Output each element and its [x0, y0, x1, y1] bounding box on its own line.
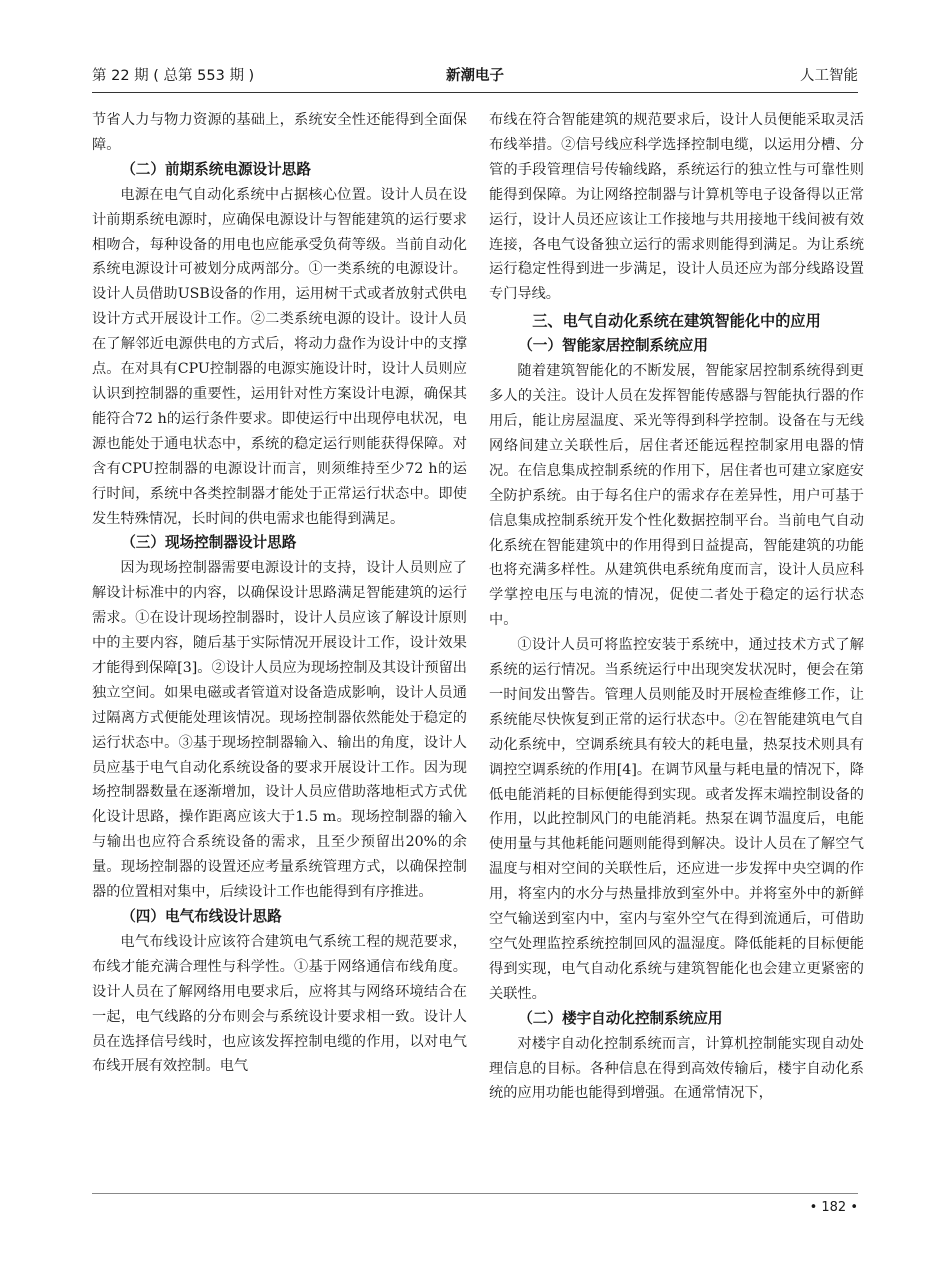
paragraph: 对楼宇自动化控制系统而言，计算机控制能实现自动处理信息的目标。各种信息在得到高效传输后，楼宇自动化系统的应用功能也能得到增强。在通常情况下，: [489, 1035, 864, 1102]
section-label: 人工智能: [800, 68, 858, 84]
subsection-heading: （四）电气布线设计思路: [121, 908, 282, 925]
page-number: • 182 •: [809, 1200, 858, 1215]
subsection-heading: （三）现场控制器设计思路: [121, 534, 297, 552]
paragraph: 节省人力与物力资源的基础上，系统安全性还能得到全面保障。: [92, 112, 467, 153]
paragraph: 电源在电气自动化系统中占据核心位置。设计人员在设计前期系统电源时，应确保电源设计与智能建筑的运行要求相吻合，每种设备的用电也应能承受负荷等级。当前自动化系统电源设计可被划分成两部分。①一类系统的电源设计。设计人员借助USB设备的作用，运用树干式或者放射式供电设计方式开展设计工作。②二类系统电源的设计。设计人员在了解邻近电源供电的方式后，将动力盘作为设计中的支撑点。在对具有CPU控制器的电源实施设计时，设计人员则应认识到控制器的重要性，运用针对性方案设计电源，确保其能符合72 h的运行条件要求。即使运行中出现停电状况，电源也能处于通电状态中，系统的稳定运行则能获得保障。对含有CPU控制器的电源设计而言，则须维持至少72 h的运行时间，系统中各类控制器才能处于正常运行状态中。即使发生特殊情况，长时间的供电需求也能得到满足。: [92, 186, 467, 527]
footer-rule: [92, 1193, 858, 1194]
left-column: [92, 108, 467, 1079]
subsection-heading: （二）楼宇自动化控制系统应用: [518, 1009, 723, 1027]
running-header: [92, 64, 858, 90]
paragraph: 随着建筑智能化的不断发展，智能家居控制系统得到更多人的关注。设计人员在发挥智能传感器与智能执行器的作用后，能让房屋温度、采光等得到科学控制。设备在与无线网络间建立关联性后，居住者还能远程控制家用电器的情况。在信息集成控制系统的作用下，居住者也可建立家庭安全防护系统。由于每名住户的需求存在差异性，用户可基于信息集成控制系统开发个性化数据控制平台。当前电气自动化系统在智能建筑中的作用得到日益提高，智能建筑的功能也将充满多样性。从建筑供电系统角度而言，设计人员应科学掌控电压与电流的情况，促使二者处于稳定的运行状态中。: [489, 363, 864, 629]
section-heading: 三、电气自动化系统在建筑智能化中的应用: [532, 312, 821, 331]
paragraph: 因为现场控制器需要电源设计的支持，设计人员则应了解设计标准中的内容，以确保设计思路满足智能建筑的运行需求。①在设计现场控制器时，设计人员应该了解设计原则中的主要内容，随后基于实际情况开展设计工作，设计效果才能得到保障[3]。②设计人员应为现场控制及其设计预留出独立空间。如果电磁或者管道对设备造成影响，设计人员通过隔离方式便能处理该情况。现场控制器依然能处于稳定的运行状态中。③基于现场控制器输入、输出的角度，设计人员应基于电气自动化系统设备的要求开展设计工作。因为现场控制器数量在逐渐增加，设计人员应借助落地柜式方式优化设计思路，操作距离应该大于1.5 m。现场控制器的输入与输出也应符合系统设备的需求，且至少预留出20%的余量。现场控制器的设置还应考量系统管理方式，以确保控制器的位置相对集中，后续设计工作也能得到有序推进。: [92, 560, 467, 901]
paragraph: 电气布线设计应该符合建筑电气系统工程的规范要求，布线才能充满合理性与科学性。①基于网络通信布线角度。设计人员在了解网络用电要求后，应将其与网络环境结合在一起，电气线路的分布则会与系统设计要求相一致。设计人员在选择信号线时，也应该发挥控制电缆的作用，以对电气布线开展有效控制。电气: [92, 933, 467, 1075]
header-rule: [92, 92, 858, 93]
issue-label: 第 22 期 ( 总第 553 期 ): [92, 68, 255, 84]
paragraph: 布线在符合智能建筑的规范要求后，设计人员便能采取灵活布线举措。②信号线应科学选择控制电缆，以运用分槽、分管的手段管理信号传输线路，系统运行的独立性与可靠性则能得到保障。为让网络控制器与计算机等电子设备得以正常运行，设计人员还应该让工作接地与共用接地干线间被有效连接，各电气设备独立运行的需求则能得到满足。为让系统运行稳定性得到进一步满足，设计人员还应为部分线路设置专门导线。: [489, 112, 864, 303]
subsection-heading: （二）前期系统电源设计思路: [121, 160, 311, 178]
subsection-heading: （一）智能家居控制系统应用: [518, 337, 708, 355]
right-column: [489, 108, 864, 1106]
journal-title: 新潮电子: [446, 68, 504, 84]
paragraph: ①设计人员可将监控安装于系统中，通过技术方式了解系统的运行情况。当系统运行中出现突发状况时，便会在第一时间发出警告。管理人员则能及时开展检查维修工作，让系统能尽快恢复到正常的运行状态中。②在智能建筑电气自动化系统中，空调系统具有较大的耗电量，热泵技术则具有调控空调系统的作用[4]。在调节风量与耗电量的情况下，降低电能消耗的目标便能得到实现。或者发挥末端控制设备的作用，以此控制风门的电能消耗。热泵在调节温度后，电能使用量与其他耗能问题则能得到解决。设计人员在了解空气温度与相对空间的关联性后，还应进一步发挥中央空调的作用，将室内的水分与热量排放到室外中。并将室外中的新鲜空气输送到室内中，室内与室外空气在得到流通后，可借助空气处理监控系统控制回风的温湿度。降低能耗的目标便能得到实现，电气自动化系统与建筑智能化也会建立更紧密的关联性。: [489, 637, 864, 1002]
